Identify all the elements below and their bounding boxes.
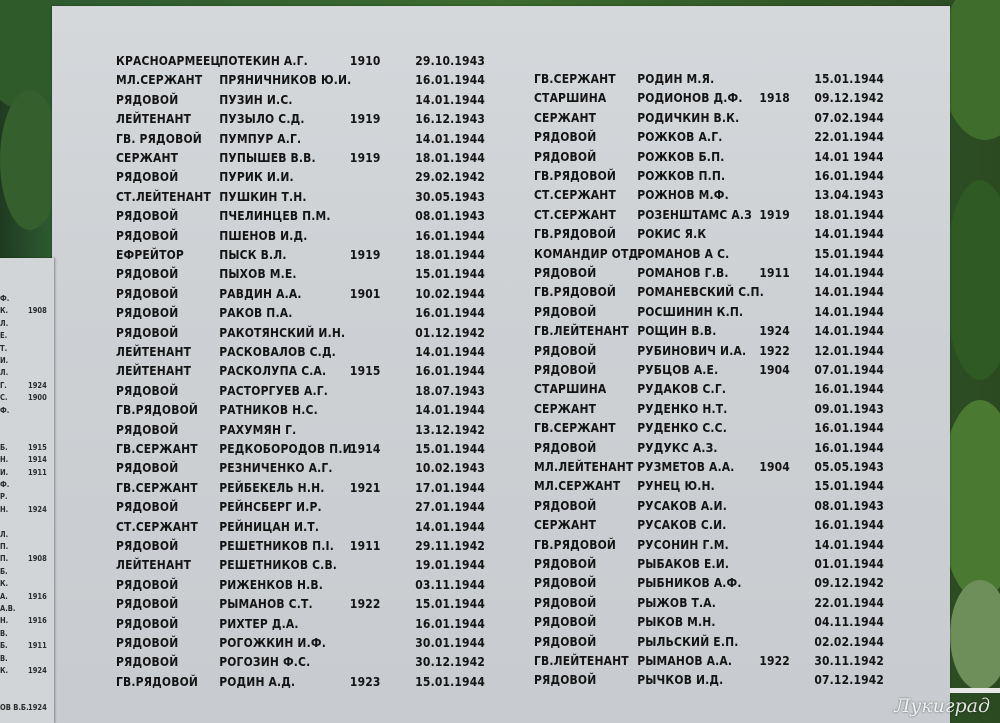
- side-initials: Ф.: [0, 480, 10, 489]
- entry-name: РОЩИН В.В.: [637, 323, 717, 339]
- entry-rank: РЯДОВОЙ: [534, 265, 597, 280]
- entry-rank: РЯДОВОЙ: [534, 439, 597, 455]
- entry-name: РУБЦОВ А.Е.: [637, 362, 719, 377]
- entry-rank: СТ.СЕРЖАНТ: [534, 206, 616, 222]
- entry-rank: МЛ.ЛЕЙТЕНАНТ: [534, 459, 634, 474]
- entry-rank: РЯДОВОЙ: [534, 633, 597, 649]
- side-year: 1900: [28, 393, 47, 403]
- entry-date: 10.02.1943: [415, 460, 486, 476]
- entry-date: 13.12.1942: [415, 421, 486, 437]
- entry-name: РОДИН А.Д.: [219, 673, 296, 689]
- entry-name: РЕЙНСБЕРГ И.Р.: [219, 499, 322, 515]
- side-entry: [0, 554, 54, 566]
- entry-rank: СТАРШИНА: [534, 381, 607, 397]
- side-initials: П.: [0, 554, 9, 564]
- entry-rank: РЯДОВОЙ: [116, 91, 179, 107]
- entry-date: 16.01.1944: [415, 363, 486, 379]
- side-entry: [0, 492, 54, 504]
- entry-name: ПУРИК И.И.: [219, 169, 294, 185]
- entry-name: ПОТЕКИН А.Г.: [219, 53, 308, 68]
- entry-date: 16.01.1944: [814, 381, 885, 397]
- entry-name: РЫЛЬСКИЙ Е.П.: [637, 633, 739, 649]
- entry-rank: ЕФРЕЙТОР: [116, 247, 184, 262]
- entry-name: РАСКОВАЛОВ С.Д.: [219, 344, 336, 359]
- entry-date: 09.01.1943: [814, 400, 885, 416]
- entry-year: 1919: [349, 150, 381, 165]
- entry-name: РУСОНИН Г.М.: [637, 536, 729, 552]
- entry-name: РОСШИНИН К.П.: [637, 303, 744, 319]
- side-entry: [0, 331, 54, 343]
- entry-date: 30.05.1943: [415, 188, 486, 204]
- entry-rank: РЯДОВОЙ: [116, 538, 179, 553]
- entry-name: РОЖКОВ А.Г.: [637, 129, 723, 145]
- side-entry: [0, 319, 54, 331]
- entry-name: РАСТОРГУЕВ А.Г.: [219, 382, 328, 398]
- entry-date: 14.01.1944: [415, 91, 486, 107]
- side-entry: [0, 468, 54, 480]
- entry-name: РИЖЕНКОВ Н.В.: [219, 576, 324, 592]
- entry-date: 16.01.1944: [415, 615, 486, 631]
- entry-rank: РЯДОВОЙ: [534, 148, 597, 164]
- side-year: 1914: [28, 455, 47, 465]
- entry-date: 07.12.1942: [814, 672, 885, 688]
- entry-date: 22.01.1944: [814, 129, 885, 145]
- side-entry: [0, 430, 54, 442]
- entry-rank: РЯДОВОЙ: [534, 614, 597, 630]
- entry-date: 15.01.1944: [415, 266, 486, 282]
- entry-date: 30.11.1942: [814, 653, 885, 668]
- entry-rank: СТ.СЕРЖАНТ: [534, 187, 616, 203]
- entry-year: 1911: [759, 265, 790, 280]
- entry-rank: ЛЕЙТЕНАНТ: [116, 363, 192, 379]
- entry-name: РОМАНЕВСКИЙ С.П.: [637, 284, 764, 300]
- entry-rank: ГВ.РЯДОВОЙ: [116, 402, 199, 418]
- entry-date: 12.01.1944: [814, 342, 885, 358]
- side-initials: Т.: [0, 343, 8, 353]
- side-entry: [0, 592, 54, 604]
- side-entry: [0, 393, 54, 405]
- entry-date: 14.01.1944: [415, 518, 486, 534]
- entry-name: РОДИОНОВ Д.Ф.: [637, 90, 743, 106]
- side-year: 1924: [28, 703, 47, 713]
- entry-date: 15.01.1944: [814, 478, 885, 494]
- entry-name: РЕШЕТНИКОВ П.І.: [219, 538, 334, 553]
- side-initials: А.: [0, 591, 8, 601]
- entry-name: ПУШКИН Т.Н.: [219, 188, 307, 204]
- entry-rank: СЕРЖАНТ: [116, 150, 179, 165]
- entry-name: РУСАКОВ А.И.: [637, 497, 727, 513]
- entry-date: 16.01.1944: [814, 168, 885, 183]
- side-year: 1916: [28, 591, 47, 601]
- entry-date: 14.01.1944: [415, 130, 486, 146]
- side-entry: [0, 641, 54, 653]
- side-initials: А.В.: [0, 604, 16, 613]
- entry-rank: РЯДОВОЙ: [534, 575, 597, 591]
- side-entry: [0, 579, 54, 591]
- side-year: 1924: [28, 380, 47, 390]
- entry-rank: РЯДОВОЙ: [116, 654, 179, 670]
- entry-name: РУСАКОВ С.И.: [637, 517, 727, 533]
- side-entry: [0, 517, 54, 529]
- entry-name: РЕДКОБОРОДОВ П.И.: [219, 441, 357, 456]
- entry-date: 14.01.1944: [415, 344, 486, 359]
- side-entry: [0, 530, 54, 542]
- entry-name: ПУМПУР А.Г.: [219, 130, 302, 146]
- side-year: 1924: [28, 666, 47, 675]
- side-entry: [0, 381, 54, 393]
- entry-name: РЫБАКОВ Е.И.: [637, 556, 730, 571]
- entry-date: 16.01.1944: [814, 420, 885, 436]
- entry-date: 18.07.1943: [415, 382, 486, 398]
- side-entry: [0, 356, 54, 368]
- entry-date: 29.10.1943: [415, 53, 486, 68]
- entry-date: 19.01.1944: [415, 557, 486, 573]
- side-initials: К.: [0, 306, 9, 316]
- entry-rank: КОМАНДИР ОТД.: [534, 245, 643, 261]
- side-initials: Н.: [0, 455, 9, 465]
- entry-date: 27.01.1944: [415, 499, 486, 515]
- side-memorial-plaque: [0, 258, 54, 723]
- side-initials: Б.: [0, 566, 8, 576]
- entry-date: 05.05.1943: [814, 459, 885, 474]
- side-year: 1908: [28, 554, 47, 564]
- side-entry: [0, 418, 54, 430]
- side-entry: [0, 678, 54, 690]
- entry-rank: ЛЕЙТЕНАНТ: [116, 111, 192, 127]
- entry-date: 02.02.1944: [814, 633, 885, 649]
- entry-rank: ГВ.СЕРЖАНТ: [116, 441, 198, 456]
- entry-rank: РЯДОВОЙ: [116, 615, 179, 631]
- entry-name: РЫБНИКОВ А.Ф.: [637, 575, 742, 591]
- side-initials: Н.: [0, 504, 9, 514]
- entry-rank: КРАСНОАРМЕЕЦ: [116, 53, 221, 68]
- entry-date: 07.01.1944: [814, 362, 885, 377]
- entry-name: РЫЖОВ Т.А.: [637, 594, 716, 610]
- side-initials: Л.: [0, 529, 9, 539]
- entry-rank: РЯДОВОЙ: [116, 324, 179, 340]
- entry-name: РАТНИКОВ Н.С.: [219, 402, 318, 418]
- entry-year: 1918: [759, 90, 790, 106]
- watermark-text: Лукиград: [894, 695, 990, 717]
- side-initials: К.: [0, 579, 9, 589]
- entry-date: 18.01.1944: [415, 150, 486, 165]
- entry-name: ПУЗЫЛО С.Д.: [219, 111, 305, 127]
- entry-name: РАСКОЛУПА С.А.: [219, 363, 327, 379]
- entry-date: 18.01.1944: [814, 206, 885, 222]
- entry-rank: РЯДОВОЙ: [534, 342, 597, 358]
- entry-date: 16.01.1944: [415, 72, 486, 88]
- entry-rank: РЯДОВОЙ: [116, 266, 179, 282]
- entry-name: РОГОЖКИН И.Ф.: [219, 635, 326, 650]
- entry-date: 09.12.1942: [814, 575, 885, 591]
- entry-date: 14.01 1944: [814, 148, 884, 164]
- entry-rank: ГВ.ЛЕЙТЕНАНТ: [534, 323, 629, 339]
- side-entry: [0, 691, 54, 703]
- entry-date: 18.01.1944: [415, 247, 486, 262]
- entry-rank: МЛ.СЕРЖАНТ: [116, 72, 203, 88]
- entry-date: 14.01.1944: [814, 265, 885, 280]
- entry-date: 14.01.1944: [415, 402, 486, 418]
- entry-date: 13.04.1943: [814, 187, 885, 203]
- entry-name: РУДАКОВ С.Г.: [637, 381, 727, 397]
- entry-name: РУБИНОВИЧ И.А.: [637, 342, 747, 358]
- entry-rank: РЯДОВОЙ: [116, 382, 179, 398]
- side-entry: [0, 406, 54, 418]
- side-initials: Е.: [0, 331, 8, 341]
- entry-year: 1901: [349, 285, 381, 301]
- entry-name: РОЖКОВ П.П.: [637, 168, 726, 183]
- entry-rank: ГВ.ЛЕЙТЕНАНТ: [534, 653, 629, 668]
- entry-year: 1911: [349, 538, 381, 553]
- side-entry: [0, 666, 54, 678]
- entry-rank: РЯДОВОЙ: [534, 362, 597, 377]
- side-initials: В.: [0, 653, 8, 663]
- entry-name: РУДЕНКО С.С.: [637, 420, 727, 436]
- entry-rank: ГВ.РЯДОВОЙ: [534, 284, 617, 300]
- entry-name: РАВДИН А.А.: [219, 285, 302, 301]
- entry-rank: РЯДОВОЙ: [116, 169, 179, 185]
- entry-name: РЕЙНИЦАН И.Т.: [219, 518, 320, 534]
- entry-rank: РЯДОВОЙ: [534, 129, 597, 145]
- side-year: 1915: [28, 442, 47, 452]
- side-initials: Л.: [0, 368, 9, 378]
- entry-name: ПУПЫШЕВ В.В.: [219, 150, 316, 165]
- entry-rank: РЯДОВОЙ: [116, 305, 179, 321]
- entry-name: ПУЗИН И.С.: [219, 91, 293, 107]
- entry-name: РОМАНОВ А С.: [637, 245, 730, 261]
- entry-year: 1921: [349, 479, 381, 495]
- entry-year: 1919: [349, 247, 381, 262]
- entry-rank: СЕРЖАНТ: [534, 517, 597, 533]
- entry-name: РОМАНОВ Г.В.: [637, 265, 729, 280]
- side-initials: Ф.: [0, 294, 10, 303]
- entry-name: РУДУКС А.З.: [637, 439, 718, 455]
- entry-date: 15.01.1944: [415, 441, 486, 456]
- entry-rank: СТ.СЕРЖАНТ: [116, 518, 198, 534]
- side-entry: [0, 344, 54, 356]
- side-entry: [0, 616, 54, 628]
- side-initials: Г.: [0, 380, 7, 390]
- entry-date: 14.01.1944: [814, 536, 885, 552]
- side-initials: И.: [0, 356, 9, 365]
- entry-rank: СЕРЖАНТ: [534, 109, 597, 125]
- entry-name: РЕЙБЕКЕЛЬ Н.Н.: [219, 479, 325, 495]
- entry-rank: РЯДОВОЙ: [534, 594, 597, 610]
- entry-year: 1915: [349, 363, 381, 379]
- entry-date: 08.01.1943: [415, 208, 486, 224]
- entry-year: 1910: [349, 53, 381, 68]
- entry-date: 14.01.1944: [814, 284, 885, 300]
- entry-rank: РЯДОВОЙ: [116, 596, 179, 612]
- entry-date: 14.01.1944: [814, 226, 885, 242]
- entry-date: 16.01.1944: [415, 305, 486, 321]
- entry-name: РЫМАНОВ А.А.: [637, 653, 733, 668]
- entry-rank: ГВ.СЕРЖАНТ: [534, 71, 616, 86]
- entry-date: 03.11.1944: [415, 576, 486, 592]
- entry-rank: ГВ.СЕРЖАНТ: [534, 420, 616, 436]
- entry-rank: МЛ.СЕРЖАНТ: [534, 478, 621, 494]
- side-entry: [0, 443, 54, 455]
- side-initials: Р.: [0, 492, 8, 502]
- entry-name: РОЖНОВ М.Ф.: [637, 187, 729, 203]
- side-entry: [0, 654, 54, 666]
- entry-date: 09.12.1942: [814, 90, 885, 106]
- entry-name: РАКОТЯНСКИЙ И.Н.: [219, 324, 346, 340]
- entry-year: 1904: [759, 459, 790, 474]
- entry-name: РОДИЧКИН В.К.: [637, 109, 740, 125]
- entry-rank: ЛЕЙТЕНАНТ: [116, 344, 192, 359]
- entry-date: 29.11.1942: [415, 538, 486, 553]
- entry-name: ПРЯНИЧНИКОВ Ю.И.: [219, 72, 352, 88]
- entry-date: 22.01.1944: [814, 594, 885, 610]
- side-initials: Б.: [0, 442, 8, 452]
- side-initials: В.: [0, 628, 8, 638]
- entry-date: 04.11.1944: [814, 614, 885, 630]
- entry-year: 1924: [759, 323, 790, 339]
- entry-date: 10.02.1944: [415, 285, 486, 301]
- side-entry: [0, 542, 54, 554]
- entry-rank: РЯДОВОЙ: [116, 499, 179, 515]
- entry-year: 1904: [759, 362, 790, 377]
- entry-rank: РЯДОВОЙ: [116, 421, 179, 437]
- entry-name: РОДИН М.Я.: [637, 71, 715, 86]
- side-entry: [0, 480, 54, 492]
- entry-date: 30.12.1942: [415, 654, 486, 670]
- entry-date: 01.12.1942: [415, 324, 486, 340]
- entry-date: 08.01.1943: [814, 497, 885, 513]
- entry-date: 07.02.1944: [814, 109, 885, 125]
- entry-rank: РЯДОВОЙ: [116, 285, 179, 301]
- entry-name: ПШЕНОВ И.Д.: [219, 227, 308, 243]
- side-entry: [0, 567, 54, 579]
- entry-name: РУНЕЦ Ю.Н.: [637, 478, 715, 494]
- entry-rank: ЛЕЙТЕНАНТ: [116, 557, 192, 573]
- memorial-plaque: [52, 6, 950, 723]
- entry-rank: РЯДОВОЙ: [534, 303, 597, 319]
- entry-name: РИХТЕР Д.А.: [219, 615, 299, 631]
- entry-year: 1919: [759, 206, 790, 222]
- entry-date: 16.01.1944: [814, 439, 885, 455]
- entry-date: 30.01.1944: [415, 635, 486, 650]
- side-initials: Ф.: [0, 405, 10, 415]
- entry-rank: ГВ. РЯДОВОЙ: [116, 130, 202, 146]
- entry-name: РАКОВ П.А.: [219, 305, 293, 321]
- entry-year: 1922: [759, 342, 790, 358]
- entry-name: РАХУМЯН Г.: [219, 421, 297, 437]
- side-initials: К.: [0, 666, 9, 675]
- side-initials: П.: [0, 542, 9, 551]
- side-entry: [0, 294, 54, 306]
- entry-date: 14.01.1944: [814, 323, 885, 339]
- entry-rank: РЯДОВОЙ: [116, 576, 179, 592]
- entry-rank: ГВ.РЯДОВОЙ: [534, 226, 617, 242]
- entry-date: 15.01.1944: [814, 245, 885, 261]
- entry-rank: СЕРЖАНТ: [534, 400, 597, 416]
- entry-rank: ГВ.РЯДОВОЙ: [534, 168, 617, 183]
- entry-name: РОГОЗИН Ф.С.: [219, 654, 311, 670]
- entry-name: РУЗМЕТОВ А.А.: [637, 459, 735, 474]
- entry-year: 1914: [349, 441, 381, 456]
- side-initials: И.: [0, 467, 9, 477]
- entry-year: 1919: [349, 111, 381, 127]
- entry-rank: РЯДОВОЙ: [116, 635, 179, 650]
- entry-rank: РЯДОВОЙ: [534, 672, 597, 688]
- entry-date: 01.01.1944: [814, 556, 885, 571]
- side-initials: ОВ В.Б.: [0, 703, 29, 713]
- entry-name: ПЧЕЛИНЦЕВ П.М.: [219, 208, 331, 224]
- entry-name: РЕШЕТНИКОВ С.В.: [219, 557, 338, 573]
- entry-name: РУДЕНКО Н.Т.: [637, 400, 728, 416]
- entry-date: 16.01.1944: [814, 517, 885, 533]
- entry-name: ПЫСК В.Л.: [219, 247, 287, 262]
- entry-rank: РЯДОВОЙ: [116, 460, 179, 476]
- entry-date: 16.12.1943: [415, 111, 486, 127]
- entry-rank: РЯДОВОЙ: [116, 208, 179, 224]
- side-year: 1911: [28, 467, 47, 477]
- fence-rail: [950, 688, 1000, 693]
- side-entry: [0, 306, 54, 318]
- entry-rank: ГВ.СЕРЖАНТ: [116, 479, 198, 495]
- side-initials: С.: [0, 393, 8, 403]
- entry-year: 1922: [349, 596, 381, 612]
- entry-date: 15.01.1944: [814, 71, 885, 86]
- entry-date: 15.01.1944: [415, 596, 486, 612]
- entry-year: 1922: [759, 653, 790, 668]
- entry-name: РЫКОВ М.Н.: [637, 614, 716, 630]
- entry-name: РЫМАНОВ С.Т.: [219, 596, 313, 612]
- side-initials: Л.: [0, 318, 9, 328]
- entry-date: 29.02.1942: [415, 169, 486, 185]
- entry-date: 16.01.1944: [415, 227, 486, 243]
- side-year: 1908: [28, 306, 47, 316]
- entry-rank: СТАРШИНА: [534, 90, 607, 106]
- entry-name: РОКИС Я.К: [637, 226, 707, 242]
- entry-rank: РЯДОВОЙ: [534, 556, 597, 571]
- side-entry: [0, 368, 54, 380]
- entry-name: РОЖКОВ Б.П.: [637, 148, 725, 164]
- side-entry: [0, 455, 54, 467]
- side-entry: [0, 505, 54, 517]
- entry-name: РЫЧКОВ И.Д.: [637, 672, 724, 688]
- entry-name: РОЗЕНШТАМС А.З: [637, 206, 752, 222]
- entry-rank: ГВ.РЯДОВОЙ: [116, 673, 199, 689]
- entry-rank: СТ.ЛЕЙТЕНАНТ: [116, 188, 211, 204]
- entry-name: РЕЗНИЧЕНКО А.Г.: [219, 460, 333, 476]
- side-entry: [0, 703, 54, 715]
- side-year: 1911: [28, 641, 47, 651]
- entry-date: 14.01.1944: [814, 303, 885, 319]
- side-entry: [0, 604, 54, 616]
- entry-date: 15.01.1944: [415, 673, 486, 689]
- side-year: 1916: [28, 616, 47, 626]
- entry-rank: ГВ.РЯДОВОЙ: [534, 536, 617, 552]
- entry-name: ПЫХОВ М.Е.: [219, 266, 297, 282]
- side-entry: [0, 629, 54, 641]
- side-initials: Б.: [0, 641, 8, 651]
- side-initials: Н.: [0, 616, 9, 626]
- entry-rank: РЯДОВОЙ: [534, 497, 597, 513]
- entry-rank: РЯДОВОЙ: [116, 227, 179, 243]
- entry-date: 17.01.1944: [415, 479, 486, 495]
- side-year: 1924: [28, 504, 47, 514]
- entry-year: 1923: [349, 673, 381, 689]
